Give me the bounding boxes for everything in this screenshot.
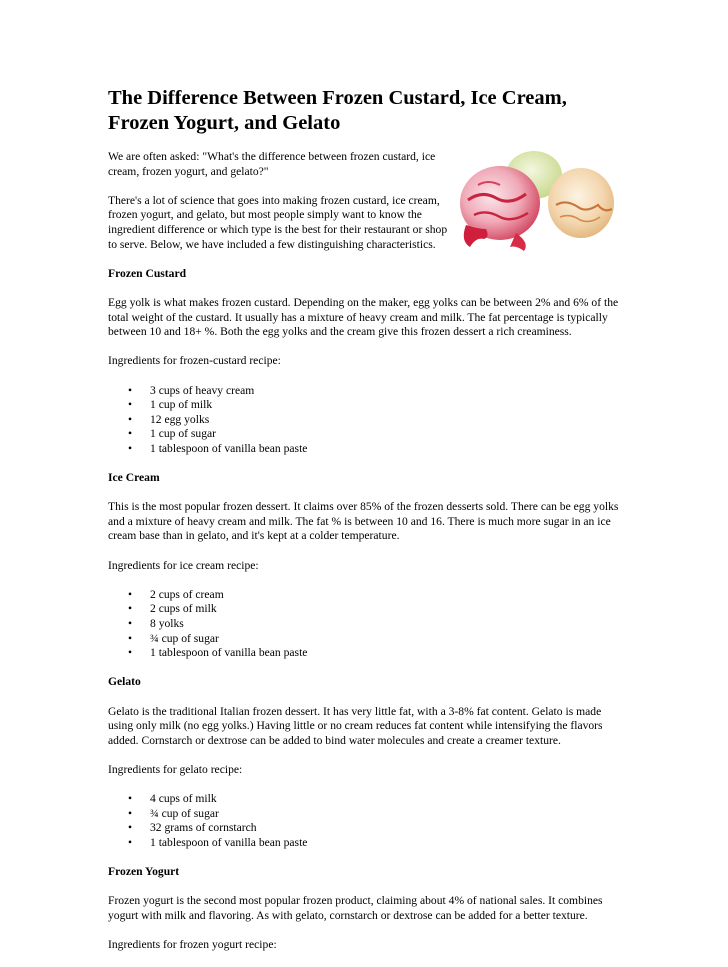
custard-ingredients-label: Ingredients for frozen-custard recipe:: [108, 354, 281, 368]
list-item: • 32 grams of cornstarch: [108, 821, 620, 836]
gelato-paragraph: Gelato is the traditional Italian frozen dessert. It has very little fat, with a 3-8% fat content. Gelato is made using only milk (no egg yolks.) Having little or no cream reduces fat content while intensifying the flavors added. Cornstarch or dextrose can be added to bind water molecules and create a creamer texture.: [108, 704, 603, 747]
list-item: • 3 cups of heavy cream: [108, 384, 620, 399]
list-item: • 2 cups of milk: [108, 602, 620, 617]
list-item: • 8 yolks: [108, 617, 620, 632]
gelato-ingredient-list: [108, 792, 620, 850]
gelato-heading: Gelato: [108, 675, 141, 689]
list-item: • 4 cups of milk: [108, 792, 620, 807]
list-item: • ¾ cup of sugar: [108, 632, 620, 647]
custard-heading: Frozen Custard: [108, 266, 187, 280]
document-body: [108, 150, 620, 967]
list-item: • 1 tablespoon of vanilla bean paste: [108, 442, 620, 457]
list-item: • 1 tablespoon of vanilla bean paste: [108, 646, 620, 661]
icecream-heading: Ice Cream: [108, 471, 160, 485]
list-item: • 2 cups of cream: [108, 588, 620, 603]
icecream-paragraph: This is the most popular frozen dessert. It claims over 85% of the frozen desserts sold. There can be egg yolks and a mixture of heavy cream and milk. The fat % is between 10 and 16. There is much more sugar in an ice cream base than in gelato, and it's kept at a colder temperature.: [108, 500, 619, 543]
custard-paragraph: Egg yolk is what makes frozen custard. Depending on the maker, egg yolks can be between 2% and 6% of the total weight of the custard. It usually has a mixture of heavy cream and milk. The fat percentage is typically between 10 and 18+ %. Both the egg yolks and the cream give this frozen dessert a rich creaminess.: [108, 295, 619, 339]
yogurt-ingredients-label: Ingredients for frozen yogurt recipe:: [108, 938, 277, 952]
yogurt-heading: Frozen Yogurt: [108, 865, 180, 879]
list-item: • 1 tablespoon of vanilla bean paste: [108, 836, 620, 851]
intro-paragraph-1: We are often asked: "What's the difference between frozen custard, ice cream, frozen yogurt, and gelato?": [108, 150, 436, 178]
icecream-ingredients-label: Ingredients for ice cream recipe:: [108, 558, 259, 572]
list-item: • 12 egg yolks: [108, 413, 620, 428]
document-title: The Difference Between Frozen Custard, Ice Cream, Frozen Yogurt, and Gelato: [108, 87, 567, 134]
list-item: • 1 cup of sugar: [108, 427, 620, 442]
gelato-ingredients-label: Ingredients for gelato recipe:: [108, 762, 243, 776]
icecream-ingredient-list: [108, 588, 620, 661]
custard-ingredient-list: [108, 384, 620, 457]
list-item: • 1 cup of milk: [108, 398, 620, 413]
list-item: • ¾ cup of sugar: [108, 807, 620, 822]
intro-paragraph-2: There's a lot of science that goes into making frozen custard, ice cream, frozen yogurt, and gelato, but most people simply want to know the ingredient difference or which type is the best for their restaurant or shop to serve. Below, we have included a few distinguishing characteristics.: [108, 193, 448, 251]
yogurt-paragraph: Frozen yogurt is the second most popular frozen product, claiming about 4% of national sales. It combines yogurt with milk and flavoring. As with gelato, cornstarch or dextrose can be added for a better texture.: [108, 894, 603, 922]
